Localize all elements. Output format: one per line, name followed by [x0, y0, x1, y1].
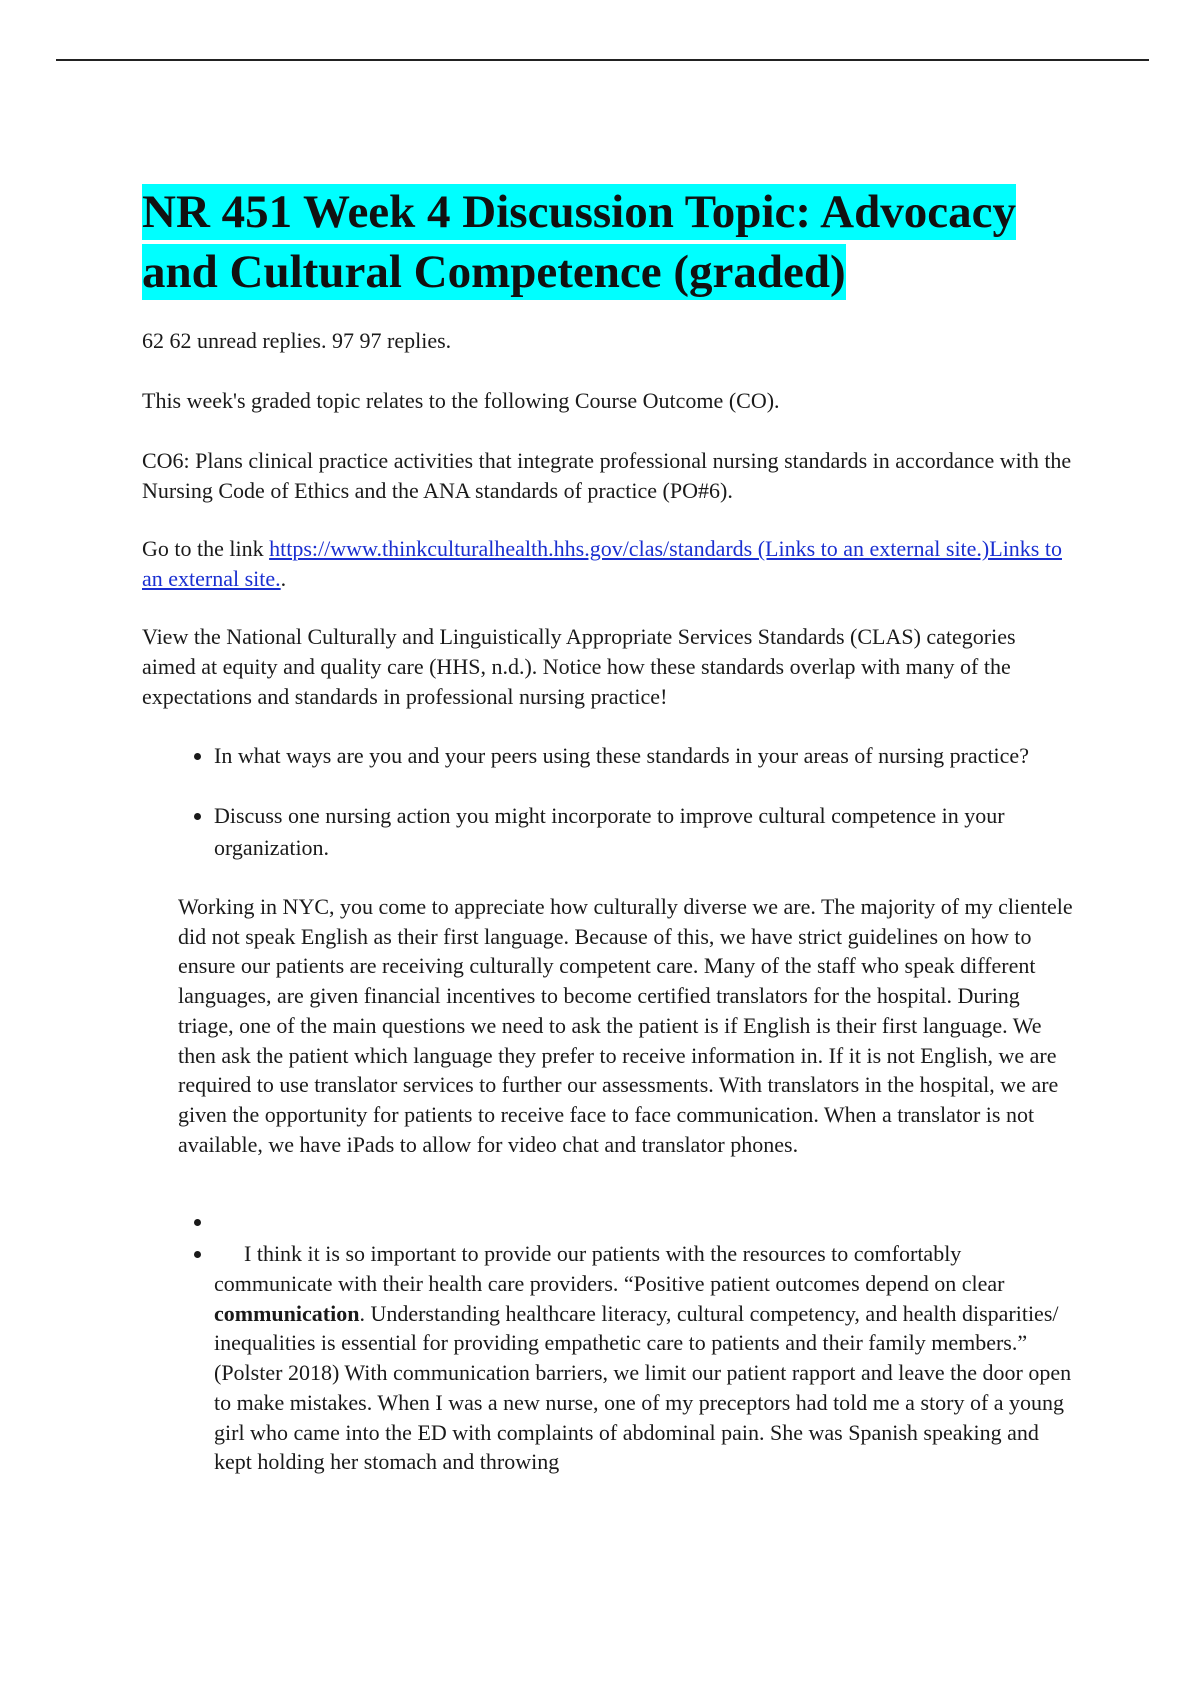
title-line-2: and Cultural Competence (graded): [142, 246, 846, 298]
reply-count: 62 62 unread replies. 97 97 replies.: [142, 328, 452, 353]
reply-bold-word: communication: [214, 1300, 360, 1326]
reply-item: [214, 1239, 1072, 1477]
question-item: • In what ways are you and your peers using these standards in your areas of nursing practice?: [214, 740, 1072, 772]
course-outcome: CO6: Plans clinical practice activities that integrate professional nursing standards in accordance with the Nursing Code of Ethics and the ANA standards of practice (PO#6).: [142, 448, 1072, 503]
intro-paragraph: This week's graded topic relates to the following Course Outcome (CO).: [142, 388, 780, 413]
link-prefix: Go to the link: [142, 536, 270, 561]
clas-paragraph: View the National Culturally and Linguistically Appropriate Services Standards (CLAS) categories aimed at equity and quality care (HHS, n.d.). Notice how these standards overlap with many of the expectations and standards in professional nursing practice!: [142, 624, 1016, 709]
page-title: [142, 182, 1072, 302]
reply-list: [142, 1207, 1072, 1477]
empty-bullet: [214, 1207, 1072, 1239]
link-suffix: .: [280, 566, 287, 591]
reply-text-start: I think it is so important to provide our patients with the resources to comfortably communicate with their health care providers. “Positive patient outcomes depend on clear: [214, 1241, 1005, 1297]
top-rule: [56, 59, 1149, 61]
clas-standards-link[interactable]: https://www.thinkculturalhealth.hhs.gov/clas/standards (Links to an external site.)Links to an external site.: [142, 536, 1062, 591]
document-page: [142, 182, 1072, 1477]
link-paragraph: [142, 534, 1072, 594]
title-line-1: NR 451 Week 4 Discussion Topic: Advocacy: [142, 186, 1016, 238]
reply-text-end: . Understanding healthcare literacy, cultural competency, and health disparities/ inequalities is essential for providing empathetic care to patients and their family members.” (Polster 2018) With communication barriers, we limit our patient rapport and leave the door open to make mistakes. When I was a new nurse, one of my preceptors had told me a story of a young girl who came into the ED with complaints of abdominal pain. She was Spanish speaking and kept holding her stomach and throwing: [214, 1300, 1072, 1475]
question-item: • Discuss one nursing action you might incorporate to improve cultural competence in your organization.: [214, 800, 1072, 864]
response-paragraph: Working in NYC, you come to appreciate how culturally diverse we are. The majority of my clientele did not speak English as their first language. Because of this, we have strict guidelines on how to ensure our patients are receiving culturally competent care. Many of the staff who speak different languages, are given financial incentives to become certified translators for the hospital. During triage, one of the main questions we need to ask the patient is if English is their first language. We then ask the patient which language they prefer to receive information in. If it is not English, we are required to use translator services to further our assessments. With translators in the hospital, we are given the opportunity for patients to receive face to face communication. When a translator is not available, we have iPads to allow for video chat and translator phones.: [178, 894, 1073, 1157]
question-list: [142, 740, 1072, 864]
